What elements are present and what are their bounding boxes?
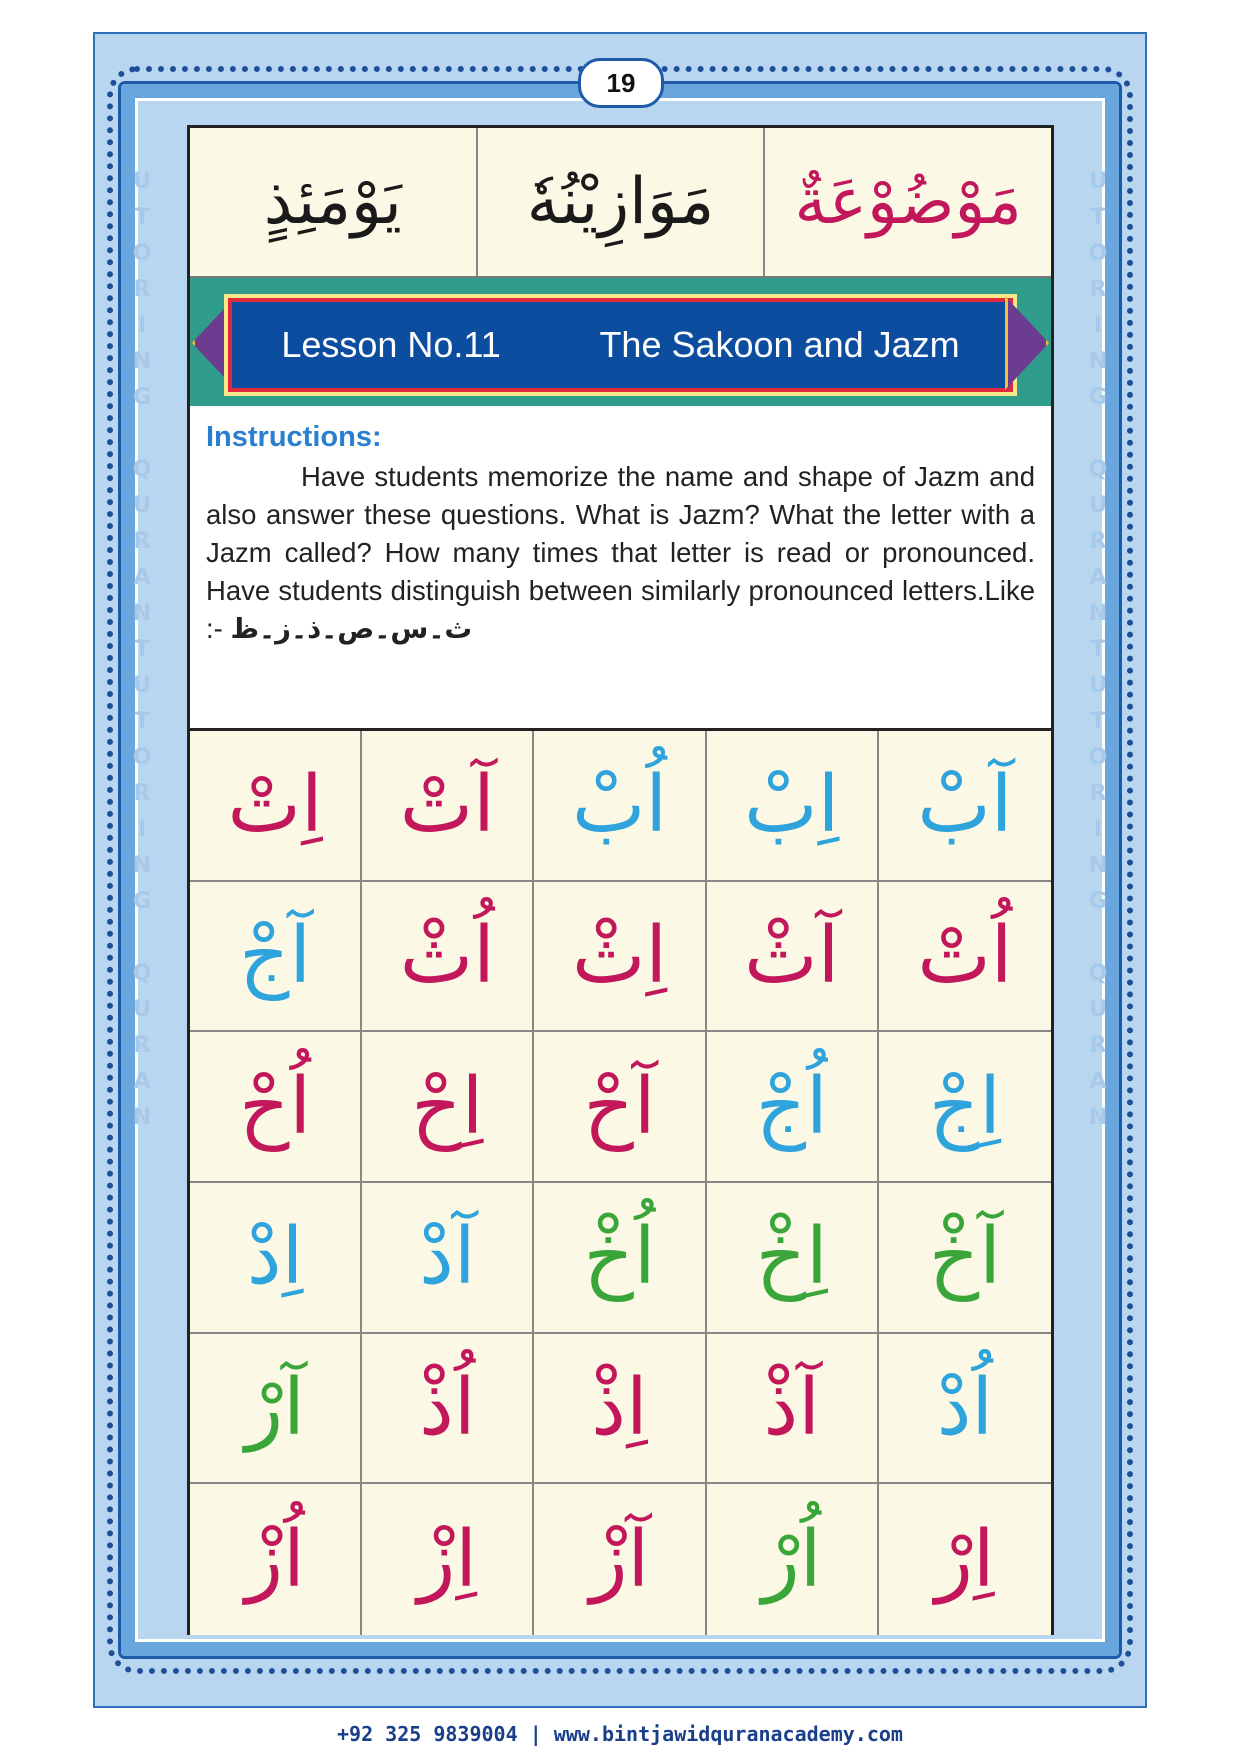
watermark-letter: R — [1089, 1033, 1107, 1058]
watermark-letter: N — [132, 1105, 152, 1130]
letter-cell: اُرْ — [707, 1484, 879, 1635]
letter-cell: اِزْ — [362, 1484, 534, 1635]
watermark-letter: T — [134, 709, 150, 734]
watermark-letter: A — [1089, 565, 1107, 590]
watermark-letter: O — [132, 745, 152, 770]
letter-cell: اُجْ — [707, 1032, 879, 1183]
watermark-letter: T — [1090, 637, 1106, 662]
watermark-letter: I — [137, 817, 147, 842]
letter-cell: آرْ — [190, 1334, 362, 1485]
watermark-letter: I — [137, 313, 147, 338]
watermark-letter: Q — [1088, 457, 1108, 482]
watermark-letter: N — [132, 601, 152, 626]
footer-phone: +92 325 9839004 — [337, 1722, 518, 1746]
watermark-letter: G — [132, 385, 152, 410]
watermark-letter: U — [133, 169, 151, 194]
watermark-letter: R — [1089, 781, 1107, 806]
lesson-panel — [187, 125, 1054, 1635]
watermark-letter: T — [1090, 709, 1106, 734]
letter-cell: اِتْ — [190, 731, 362, 882]
letter-cell: اِثْ — [534, 882, 706, 1033]
letter-grid — [190, 728, 1051, 1635]
letter-cell: آزْ — [534, 1484, 706, 1635]
letter-cell: اِحْ — [362, 1032, 534, 1183]
watermark-letter: T — [1090, 205, 1106, 230]
watermark-letter: N — [1088, 853, 1108, 878]
letter-cell: آبْ — [879, 731, 1051, 882]
watermark-letter: I — [1093, 313, 1103, 338]
watermark-letter: O — [132, 241, 152, 266]
letter-cell: اُخْ — [534, 1183, 706, 1334]
header-word: مَوْضُوْعَةٌ — [763, 128, 1051, 276]
letter-cell: آتْ — [362, 731, 534, 882]
watermark-letter: T — [134, 637, 150, 662]
watermark-letter: U — [133, 673, 151, 698]
letter-cell: اِرْ — [935, 1514, 995, 1605]
banner-inner — [228, 298, 1013, 392]
watermark-letter: R — [133, 781, 151, 806]
watermark-letter: I — [1093, 817, 1103, 842]
letter-cell: اِذْ — [534, 1334, 706, 1485]
letter-cell: اِجْ — [879, 1032, 1051, 1183]
instructions-title: Instructions: — [206, 421, 382, 453]
letter-cell: آثْ — [707, 882, 879, 1033]
letter-cell: اُتْ — [879, 882, 1051, 1033]
watermark-letter: Q — [1088, 961, 1108, 986]
letter-cell: آذْ — [707, 1334, 879, 1485]
watermark-left — [127, 164, 157, 1136]
instructions-letters: ث۔س۔ص۔ذ۔ز۔ظ — [230, 613, 473, 645]
instructions-body — [206, 458, 1035, 648]
footer-website: www.bintjawidquranacademy.com — [553, 1722, 903, 1746]
watermark-letter: N — [132, 349, 152, 374]
letter-cell: آحْ — [534, 1032, 706, 1183]
watermark-letter: A — [133, 565, 151, 590]
letter-cell: آجْ — [190, 882, 362, 1033]
instructions — [206, 421, 1035, 721]
watermark-letter: T — [134, 205, 150, 230]
header-word: يَوْمَئِذٍ — [263, 165, 402, 239]
ornament-right-icon — [1005, 296, 1049, 390]
footer-separator: | — [529, 1722, 542, 1746]
watermark-letter: O — [1088, 745, 1108, 770]
lesson-number: Lesson No.11 — [281, 324, 501, 365]
letter-cell: اُزْ — [190, 1484, 362, 1635]
letter-cell: آدْ — [362, 1183, 534, 1334]
footer — [0, 1722, 1240, 1746]
watermark-letter: A — [133, 1069, 151, 1094]
watermark-letter: G — [1088, 889, 1108, 914]
letter-cell: آخْ — [879, 1183, 1051, 1334]
watermark-letter: O — [1088, 241, 1108, 266]
letter-cell: اِبْ — [707, 731, 879, 882]
watermark-letter: R — [133, 277, 151, 302]
watermark-letter — [127, 416, 157, 452]
watermark-letter: R — [133, 529, 151, 554]
watermark-letter: G — [1088, 385, 1108, 410]
watermark-letter: U — [1089, 997, 1107, 1022]
page-number: 19 — [578, 58, 664, 108]
watermark-letter — [127, 920, 157, 956]
watermark-letter: U — [1089, 169, 1107, 194]
watermark-letter: N — [132, 853, 152, 878]
lesson-banner — [190, 278, 1051, 406]
watermark-letter: N — [1088, 601, 1108, 626]
lesson-title: The Sakoon and Jazm — [599, 324, 960, 365]
letter-cell: اِدْ — [190, 1183, 362, 1334]
letter-cell: اُدْ — [879, 1334, 1051, 1485]
letter-cell: اُثْ — [362, 882, 534, 1033]
letter-cell: اِخْ — [707, 1183, 879, 1334]
header-words — [190, 128, 1051, 278]
letter-cell: اُبْ — [534, 731, 706, 882]
watermark-letter: G — [132, 889, 152, 914]
watermark-letter: N — [1088, 349, 1108, 374]
watermark-letter: U — [133, 493, 151, 518]
watermark-letter: A — [1089, 1069, 1107, 1094]
letter-cell: اُذْ — [362, 1334, 534, 1485]
watermark-letter: U — [1089, 493, 1107, 518]
watermark-letter: Q — [132, 457, 152, 482]
watermark-letter: U — [1089, 673, 1107, 698]
watermark-letter: U — [133, 997, 151, 1022]
header-word: مَوَازِيْنُهٗ — [476, 128, 764, 276]
watermark-letter: R — [1089, 529, 1107, 554]
watermark-right — [1083, 164, 1113, 1136]
watermark-letter: R — [1089, 277, 1107, 302]
watermark-letter — [1083, 416, 1113, 452]
watermark-letter: R — [133, 1033, 151, 1058]
letter-cell: اُحْ — [190, 1032, 362, 1183]
watermark-letter: N — [1088, 1105, 1108, 1130]
instructions-text: Have students memorize the name and shape of Jazm and also answer these questions. What is Jazm? What the letter with a Jazm called? How many times that letter is read or pronounced. Have students distinguish between similarly pronounced letters.Like :- — [206, 461, 1035, 644]
watermark-letter — [1083, 920, 1113, 956]
watermark-letter: Q — [132, 961, 152, 986]
